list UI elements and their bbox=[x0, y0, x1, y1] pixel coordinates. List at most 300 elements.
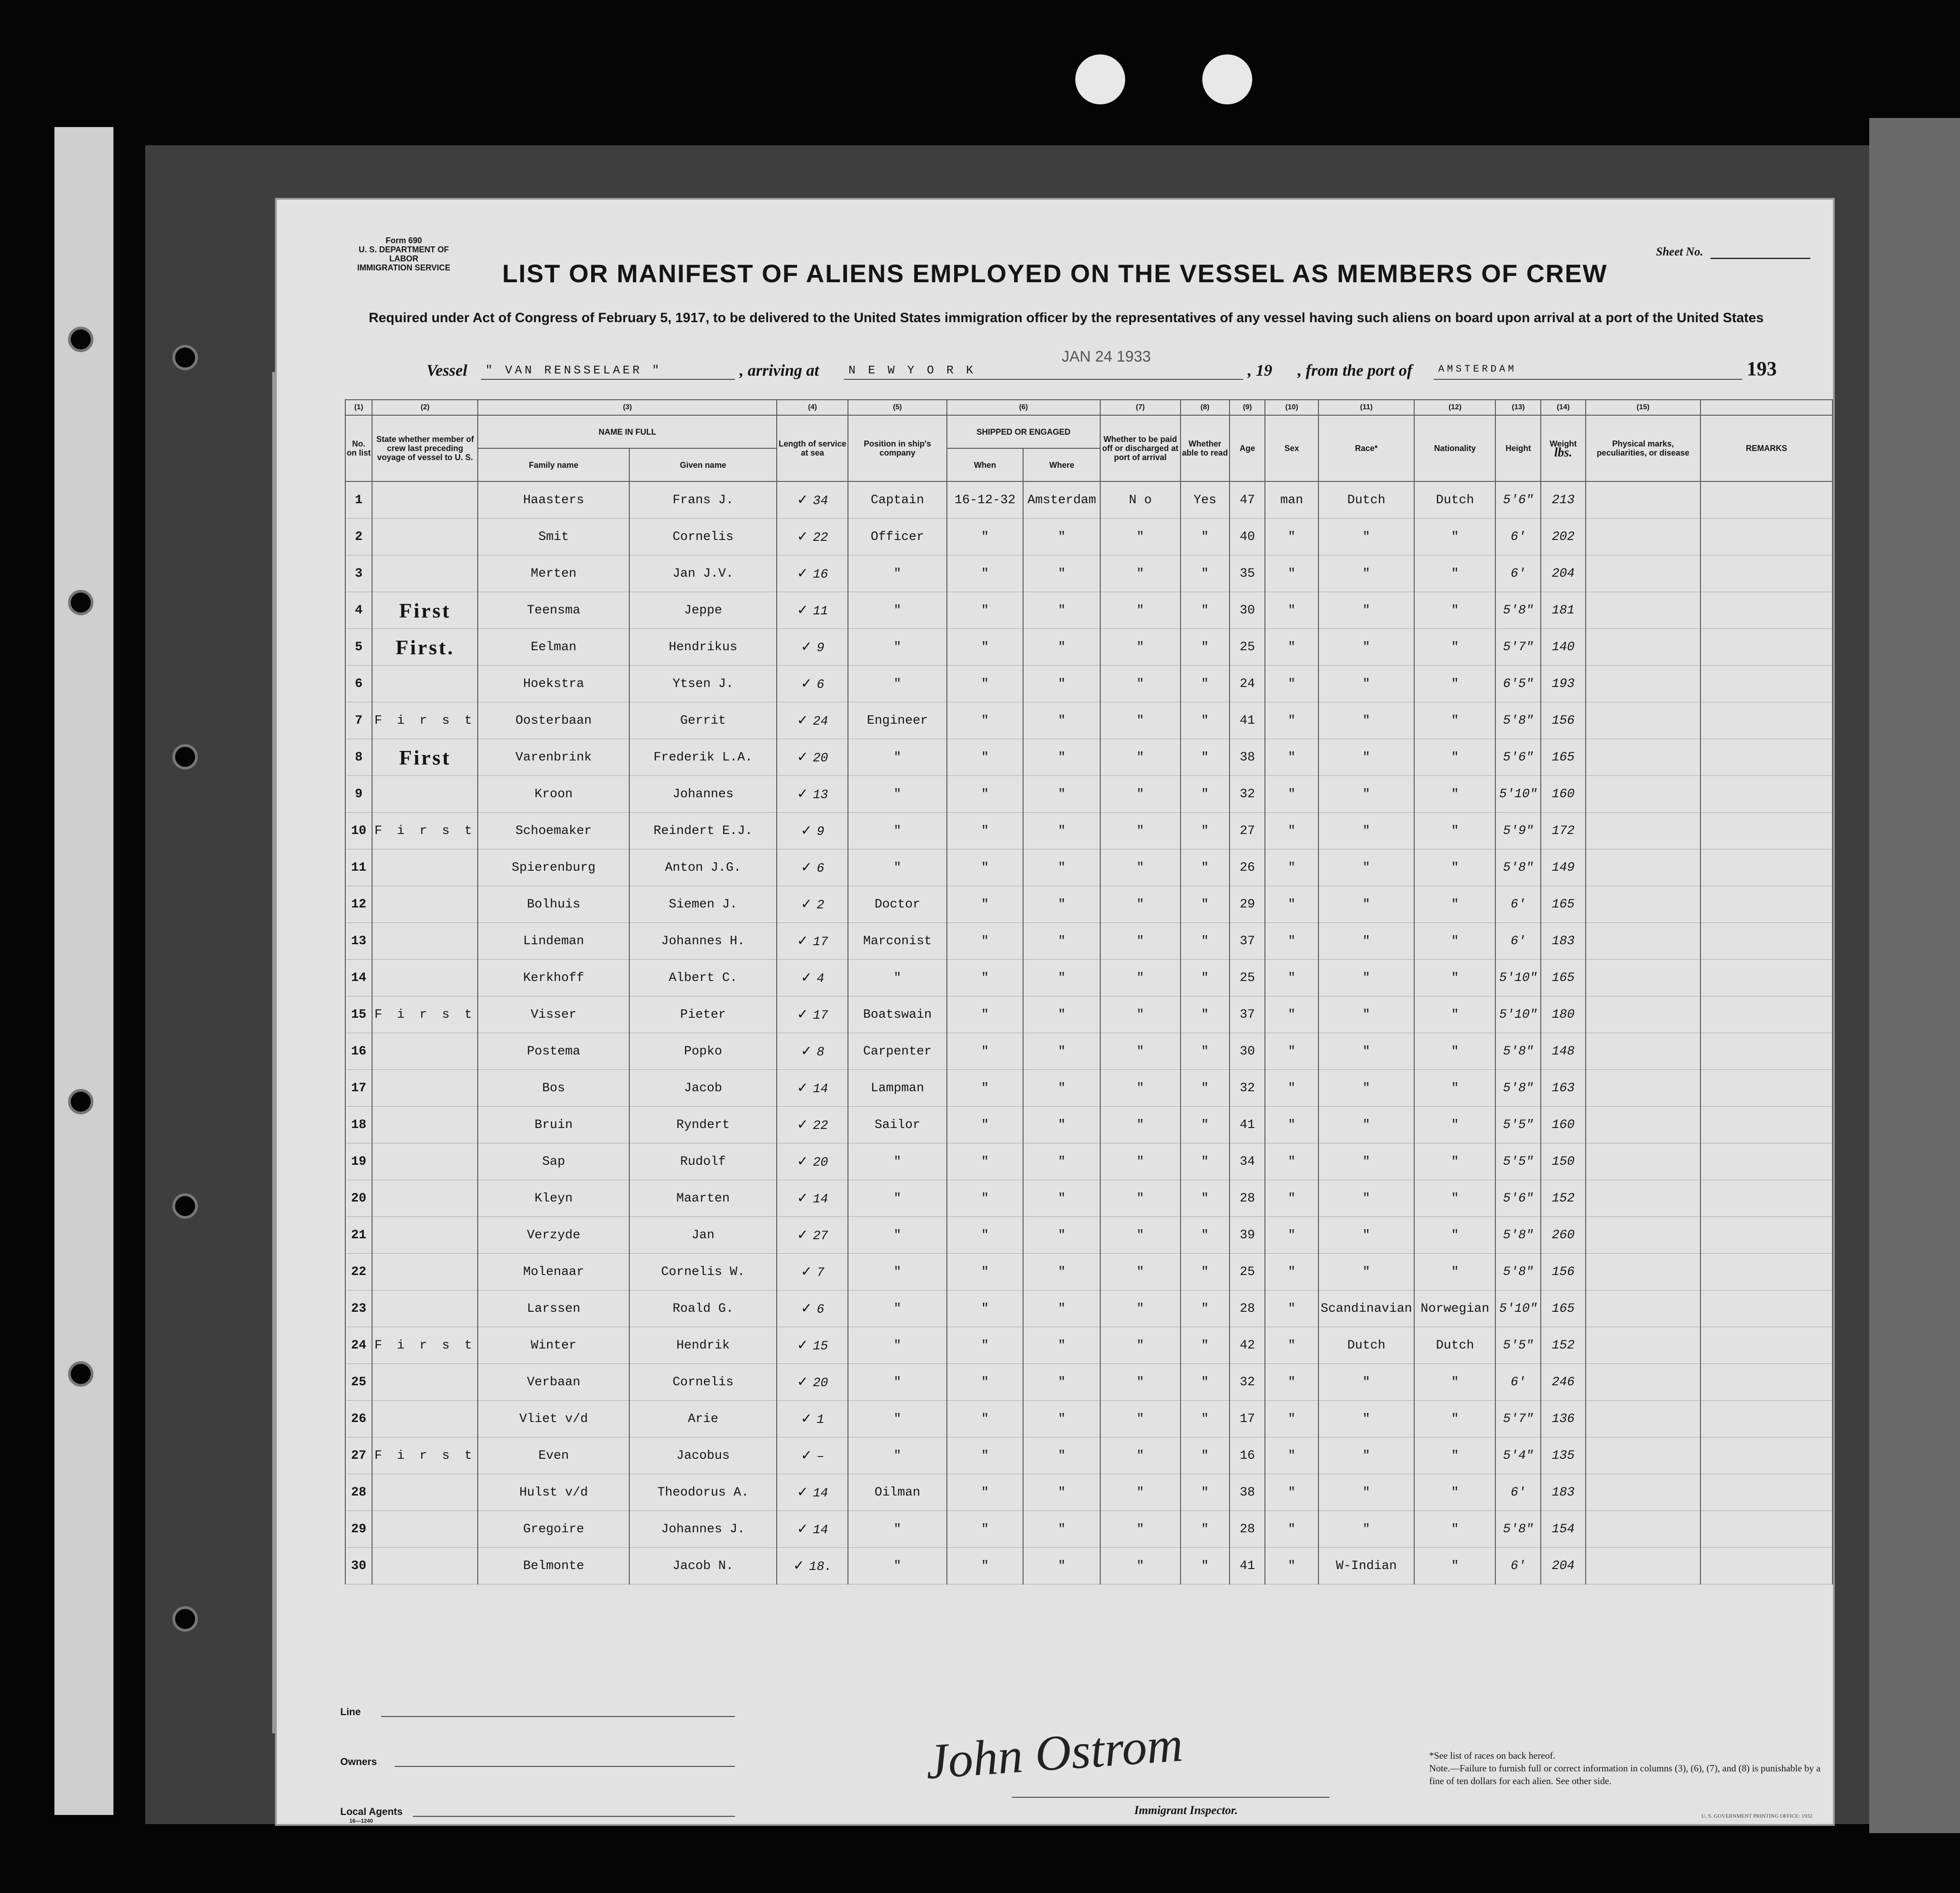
cell-race: " bbox=[1318, 1474, 1415, 1511]
cell-remarks bbox=[1700, 960, 1833, 996]
table-row bbox=[345, 1107, 1833, 1143]
cell-position: Officer bbox=[848, 519, 946, 555]
cell-sex: " bbox=[1265, 519, 1318, 555]
cell-row-number: 4 bbox=[345, 592, 372, 629]
col-num-4: (4) bbox=[777, 400, 848, 415]
cell-nationality: Norwegian bbox=[1414, 1290, 1495, 1327]
cell-row-number: 2 bbox=[345, 519, 372, 555]
check-mark-icon: ✓ bbox=[797, 1006, 808, 1022]
vessel-underline bbox=[481, 379, 735, 380]
cell-race: " bbox=[1318, 960, 1415, 996]
cell-sex: " bbox=[1265, 739, 1318, 776]
cell-nationality: " bbox=[1414, 1033, 1495, 1070]
cell-remarks bbox=[1700, 1217, 1833, 1254]
cell-family-name: Smit bbox=[478, 519, 629, 555]
cell-able-to-read: " bbox=[1181, 1143, 1230, 1180]
punch-hole bbox=[68, 1361, 93, 1387]
check-mark-icon: ✓ bbox=[797, 749, 808, 765]
cell-shipped-when: " bbox=[947, 1217, 1024, 1254]
cell-given-name: Rudolf bbox=[629, 1143, 777, 1180]
cell-family-name: Merten bbox=[478, 555, 629, 592]
cell-remarks bbox=[1700, 849, 1833, 886]
table-row bbox=[345, 886, 1833, 923]
cell-physical-marks bbox=[1586, 1070, 1700, 1107]
cell-row-number: 18 bbox=[345, 1107, 372, 1143]
cell-previous-voyage bbox=[372, 1107, 478, 1143]
inspector-signature: John Ostrom bbox=[924, 1716, 1185, 1790]
cell-previous-voyage bbox=[372, 1511, 478, 1548]
cell-paid-off: " bbox=[1100, 1290, 1180, 1327]
cell-sex: " bbox=[1265, 1437, 1318, 1474]
punch-hole bbox=[68, 327, 93, 352]
cell-given-name: Gerrit bbox=[629, 702, 777, 739]
header-name-in-full: NAME IN FULL bbox=[478, 415, 777, 448]
cell-age: 25 bbox=[1230, 1254, 1265, 1290]
table-row bbox=[345, 1217, 1833, 1254]
cell-given-name: Jacobus bbox=[629, 1437, 777, 1474]
footnotes bbox=[1429, 1749, 1838, 1787]
cell-age: 29 bbox=[1230, 886, 1265, 923]
cell-physical-marks bbox=[1586, 776, 1700, 813]
cell-age: 41 bbox=[1230, 702, 1265, 739]
cell-given-name: Maarten bbox=[629, 1180, 777, 1217]
cell-able-to-read: " bbox=[1181, 1033, 1230, 1070]
col-num-16 bbox=[1700, 400, 1833, 415]
header-shipped-or-engaged: SHIPPED OR ENGAGED bbox=[947, 415, 1100, 448]
cell-age: 28 bbox=[1230, 1180, 1265, 1217]
cell-paid-off: " bbox=[1100, 1364, 1180, 1401]
header-where: Where bbox=[1023, 448, 1100, 481]
cell-weight: 204 bbox=[1541, 1548, 1585, 1584]
cell-length-of-service bbox=[777, 1364, 848, 1401]
table-row bbox=[345, 1327, 1833, 1364]
cell-length-of-service bbox=[777, 1401, 848, 1437]
cell-shipped-when: " bbox=[947, 1107, 1024, 1143]
cell-weight: 150 bbox=[1541, 1143, 1585, 1180]
cell-paid-off: " bbox=[1100, 1180, 1180, 1217]
cell-weight: 163 bbox=[1541, 1070, 1585, 1107]
cell-paid-off: " bbox=[1100, 592, 1180, 629]
service-value: 11 bbox=[813, 604, 828, 618]
cell-nationality: " bbox=[1414, 1254, 1495, 1290]
cell-able-to-read: " bbox=[1181, 886, 1230, 923]
cell-paid-off: " bbox=[1100, 1070, 1180, 1107]
col-num-6: (6) bbox=[947, 400, 1100, 415]
cell-nationality: " bbox=[1414, 996, 1495, 1033]
col-num-2: (2) bbox=[372, 400, 478, 415]
cell-physical-marks bbox=[1586, 629, 1700, 666]
header-race: Race* bbox=[1318, 415, 1415, 481]
cell-sex: " bbox=[1265, 1033, 1318, 1070]
cell-weight: 160 bbox=[1541, 776, 1585, 813]
punch-hole bbox=[68, 1089, 93, 1114]
cell-row-number: 21 bbox=[345, 1217, 372, 1254]
vessel-line bbox=[277, 348, 1833, 383]
cell-paid-off: " bbox=[1100, 1474, 1180, 1511]
cell-race: " bbox=[1318, 886, 1415, 923]
manifest-sheet bbox=[277, 200, 1833, 1824]
check-mark-icon: ✓ bbox=[797, 492, 808, 508]
cell-shipped-where: " bbox=[1023, 923, 1100, 960]
agents-field bbox=[413, 1816, 735, 1817]
owners-field bbox=[395, 1766, 735, 1767]
cell-row-number: 3 bbox=[345, 555, 372, 592]
cell-nationality: " bbox=[1414, 739, 1495, 776]
cell-weight: 260 bbox=[1541, 1217, 1585, 1254]
cell-shipped-when: " bbox=[947, 739, 1024, 776]
cell-shipped-when: " bbox=[947, 1364, 1024, 1401]
cell-previous-voyage bbox=[372, 849, 478, 886]
cell-family-name: Sap bbox=[478, 1143, 629, 1180]
cell-given-name: Jeppe bbox=[629, 592, 777, 629]
cell-physical-marks bbox=[1586, 923, 1700, 960]
cell-able-to-read: " bbox=[1181, 1107, 1230, 1143]
cell-length-of-service bbox=[777, 1254, 848, 1290]
cell-remarks bbox=[1700, 1401, 1833, 1437]
cell-paid-off: " bbox=[1100, 1511, 1180, 1548]
cell-height: 5'10" bbox=[1495, 1290, 1541, 1327]
service-value: 22 bbox=[813, 531, 828, 545]
col-num-12: (12) bbox=[1414, 400, 1495, 415]
date-underline bbox=[1016, 379, 1243, 380]
service-value: 4 bbox=[816, 972, 824, 986]
header-row bbox=[345, 415, 1833, 448]
cell-remarks bbox=[1700, 886, 1833, 923]
cell-shipped-when: " bbox=[947, 1401, 1024, 1437]
table-row bbox=[345, 739, 1833, 776]
cell-position: Lampman bbox=[848, 1070, 946, 1107]
cell-height: 5'5" bbox=[1495, 1327, 1541, 1364]
table-row bbox=[345, 1401, 1833, 1437]
owners-label: Owners bbox=[340, 1756, 377, 1767]
footer bbox=[340, 1706, 1838, 1824]
cell-nationality: Dutch bbox=[1414, 1327, 1495, 1364]
check-mark-icon: ✓ bbox=[800, 639, 812, 655]
service-value: 27 bbox=[813, 1229, 828, 1243]
cell-age: 28 bbox=[1230, 1290, 1265, 1327]
year-label: , 19 bbox=[1248, 361, 1272, 379]
cell-age: 32 bbox=[1230, 776, 1265, 813]
cell-shipped-where: " bbox=[1023, 813, 1100, 849]
cell-physical-marks bbox=[1586, 1254, 1700, 1290]
cell-sex: man bbox=[1265, 481, 1318, 519]
cell-weight: 213 bbox=[1541, 481, 1585, 519]
cell-nationality: " bbox=[1414, 519, 1495, 555]
cell-age: 32 bbox=[1230, 1070, 1265, 1107]
cell-position: " bbox=[848, 776, 946, 813]
cell-age: 28 bbox=[1230, 1511, 1265, 1548]
printer-imprint: U. S. GOVERNMENT PRINTING OFFICE: 1932 bbox=[1701, 1813, 1813, 1819]
table-row bbox=[345, 702, 1833, 739]
cell-position: " bbox=[848, 960, 946, 996]
table-row bbox=[345, 481, 1833, 519]
header-remarks: REMARKS bbox=[1700, 415, 1833, 481]
cell-sex: " bbox=[1265, 1143, 1318, 1180]
cell-height: 5'4" bbox=[1495, 1437, 1541, 1474]
cell-length-of-service bbox=[777, 1327, 848, 1364]
header-paid-off: Whether to be paid off or discharged at port of arrival bbox=[1100, 415, 1180, 481]
cell-previous-voyage bbox=[372, 960, 478, 996]
check-mark-icon: ✓ bbox=[797, 1374, 808, 1390]
cell-shipped-where: " bbox=[1023, 702, 1100, 739]
cell-position: " bbox=[848, 629, 946, 666]
penalty-note: Note.—Failure to furnish full or correct information in columns (3), (6), (7), and (8) is punishable by a fine of ten dollars for each alien. See other side. bbox=[1429, 1763, 1821, 1786]
cell-weight: 136 bbox=[1541, 1401, 1585, 1437]
crew-rows bbox=[345, 481, 1833, 1584]
cell-shipped-when: " bbox=[947, 1254, 1024, 1290]
cell-given-name: Frans J. bbox=[629, 481, 777, 519]
cell-sex: " bbox=[1265, 1548, 1318, 1584]
cell-position: " bbox=[848, 813, 946, 849]
cell-shipped-where: " bbox=[1023, 1180, 1100, 1217]
header-nationality: Nationality bbox=[1414, 415, 1495, 481]
cell-race: Dutch bbox=[1318, 1327, 1415, 1364]
cell-height: 5'5" bbox=[1495, 1107, 1541, 1143]
table-row bbox=[345, 960, 1833, 996]
cell-nationality: " bbox=[1414, 923, 1495, 960]
cell-family-name: Even bbox=[478, 1437, 629, 1474]
cell-age: 47 bbox=[1230, 481, 1265, 519]
cell-shipped-where: " bbox=[1023, 1548, 1100, 1584]
adjacent-sheet bbox=[1869, 118, 1960, 1833]
cell-previous-voyage: First bbox=[372, 592, 478, 629]
cell-paid-off: " bbox=[1100, 1437, 1180, 1474]
cell-race: " bbox=[1318, 1180, 1415, 1217]
cell-height: 5'8" bbox=[1495, 1070, 1541, 1107]
cell-given-name: Pieter bbox=[629, 996, 777, 1033]
cell-family-name: Gregoire bbox=[478, 1511, 629, 1548]
check-mark-icon: ✓ bbox=[797, 712, 808, 728]
header-weight-unit: lbs. bbox=[1554, 446, 1573, 460]
cell-length-of-service bbox=[777, 886, 848, 923]
cell-position: " bbox=[848, 1401, 946, 1437]
cell-given-name: Johannes bbox=[629, 776, 777, 813]
cell-given-name: Hendrikus bbox=[629, 629, 777, 666]
table-row bbox=[345, 1290, 1833, 1327]
cell-remarks bbox=[1700, 1511, 1833, 1548]
cell-able-to-read: " bbox=[1181, 1474, 1230, 1511]
cell-given-name: Cornelis bbox=[629, 519, 777, 555]
cell-previous-voyage bbox=[372, 1070, 478, 1107]
cell-race: " bbox=[1318, 1070, 1415, 1107]
cell-weight: 181 bbox=[1541, 592, 1585, 629]
arrival-port: N E W Y O R K bbox=[848, 363, 976, 377]
table-row bbox=[345, 996, 1833, 1033]
cell-shipped-where: " bbox=[1023, 1437, 1100, 1474]
cell-shipped-when: " bbox=[947, 519, 1024, 555]
table-row bbox=[345, 1070, 1833, 1107]
cell-height: 5'9" bbox=[1495, 813, 1541, 849]
cell-weight: 183 bbox=[1541, 923, 1585, 960]
cell-family-name: Verbaan bbox=[478, 1364, 629, 1401]
cell-able-to-read: " bbox=[1181, 1070, 1230, 1107]
check-mark-icon: ✓ bbox=[800, 1447, 812, 1463]
cell-paid-off: N o bbox=[1100, 481, 1180, 519]
cell-shipped-where: " bbox=[1023, 1070, 1100, 1107]
cell-shipped-where: " bbox=[1023, 960, 1100, 996]
cell-position: Engineer bbox=[848, 702, 946, 739]
cell-race: Dutch bbox=[1318, 481, 1415, 519]
cell-shipped-where: " bbox=[1023, 1217, 1100, 1254]
cell-weight: 183 bbox=[1541, 1474, 1585, 1511]
header-no: No. on list bbox=[345, 415, 372, 481]
cell-previous-voyage: F i r s t bbox=[372, 996, 478, 1033]
cell-able-to-read: Yes bbox=[1181, 481, 1230, 519]
service-value: 20 bbox=[813, 1376, 828, 1390]
cell-length-of-service bbox=[777, 1143, 848, 1180]
service-value: 15 bbox=[813, 1339, 828, 1354]
punch-hole bbox=[68, 590, 93, 615]
cell-sex: " bbox=[1265, 1217, 1318, 1254]
cell-previous-voyage bbox=[372, 1254, 478, 1290]
cell-age: 16 bbox=[1230, 1437, 1265, 1474]
cell-weight: 180 bbox=[1541, 996, 1585, 1033]
cell-previous-voyage bbox=[372, 1548, 478, 1584]
service-value: 22 bbox=[813, 1119, 828, 1133]
cell-previous-voyage bbox=[372, 886, 478, 923]
table-row bbox=[345, 592, 1833, 629]
header-weight bbox=[1541, 415, 1585, 481]
cell-length-of-service bbox=[777, 1511, 848, 1548]
check-mark-icon: ✓ bbox=[797, 565, 808, 581]
cell-able-to-read: " bbox=[1181, 519, 1230, 555]
table-row bbox=[345, 923, 1833, 960]
cell-paid-off: " bbox=[1100, 1327, 1180, 1364]
cell-paid-off: " bbox=[1100, 1217, 1180, 1254]
races-note: *See list of races on back hereof. bbox=[1429, 1750, 1556, 1761]
cell-nationality: " bbox=[1414, 1364, 1495, 1401]
cell-row-number: 13 bbox=[345, 923, 372, 960]
cell-row-number: 29 bbox=[345, 1511, 372, 1548]
cell-remarks bbox=[1700, 1474, 1833, 1511]
table-row bbox=[345, 555, 1833, 592]
table-row bbox=[345, 1548, 1833, 1584]
check-mark-icon: ✓ bbox=[800, 1300, 812, 1316]
cell-previous-voyage bbox=[372, 1143, 478, 1180]
cell-nationality: " bbox=[1414, 1107, 1495, 1143]
cell-shipped-when: " bbox=[947, 776, 1024, 813]
cell-nationality: " bbox=[1414, 1437, 1495, 1474]
cell-physical-marks bbox=[1586, 1217, 1700, 1254]
header-given-name: Given name bbox=[629, 448, 777, 481]
cell-position: Boatswain bbox=[848, 996, 946, 1033]
cell-row-number: 10 bbox=[345, 813, 372, 849]
col-num-3: (3) bbox=[478, 400, 777, 415]
cell-paid-off: " bbox=[1100, 1107, 1180, 1143]
cell-given-name: Popko bbox=[629, 1033, 777, 1070]
cell-shipped-where: " bbox=[1023, 1290, 1100, 1327]
cell-row-number: 28 bbox=[345, 1474, 372, 1511]
cell-paid-off: " bbox=[1100, 813, 1180, 849]
cell-shipped-where: " bbox=[1023, 1033, 1100, 1070]
cell-able-to-read: " bbox=[1181, 849, 1230, 886]
punch-hole bbox=[172, 744, 198, 770]
cell-row-number: 22 bbox=[345, 1254, 372, 1290]
cell-paid-off: " bbox=[1100, 555, 1180, 592]
cell-nationality: " bbox=[1414, 702, 1495, 739]
cell-race: " bbox=[1318, 776, 1415, 813]
cell-row-number: 5 bbox=[345, 629, 372, 666]
from-port-underline bbox=[1434, 379, 1742, 380]
cell-physical-marks bbox=[1586, 739, 1700, 776]
cell-previous-voyage bbox=[372, 1364, 478, 1401]
table-row bbox=[345, 519, 1833, 555]
cell-remarks bbox=[1700, 1033, 1833, 1070]
cell-position: " bbox=[848, 849, 946, 886]
cell-race: " bbox=[1318, 1511, 1415, 1548]
cell-paid-off: " bbox=[1100, 776, 1180, 813]
cell-race: " bbox=[1318, 849, 1415, 886]
header-sex: Sex bbox=[1265, 415, 1318, 481]
cell-weight: 193 bbox=[1541, 666, 1585, 702]
cell-previous-voyage bbox=[372, 1474, 478, 1511]
cell-physical-marks bbox=[1586, 666, 1700, 702]
cell-length-of-service bbox=[777, 739, 848, 776]
col-num-5: (5) bbox=[848, 400, 946, 415]
cell-given-name: Roald G. bbox=[629, 1290, 777, 1327]
cell-nationality: " bbox=[1414, 555, 1495, 592]
cell-family-name: Haasters bbox=[478, 481, 629, 519]
cell-able-to-read: " bbox=[1181, 555, 1230, 592]
cell-nationality: " bbox=[1414, 1511, 1495, 1548]
cell-paid-off: " bbox=[1100, 996, 1180, 1033]
service-value: 18. bbox=[809, 1560, 832, 1574]
cell-shipped-where: " bbox=[1023, 1327, 1100, 1364]
cell-shipped-where: " bbox=[1023, 1401, 1100, 1437]
cell-age: 41 bbox=[1230, 1107, 1265, 1143]
cell-remarks bbox=[1700, 1437, 1833, 1474]
cell-age: 17 bbox=[1230, 1401, 1265, 1437]
cell-family-name: Oosterbaan bbox=[478, 702, 629, 739]
cell-previous-voyage bbox=[372, 519, 478, 555]
check-mark-icon: ✓ bbox=[797, 1190, 808, 1206]
cell-length-of-service bbox=[777, 1548, 848, 1584]
line-label: Line bbox=[340, 1706, 361, 1717]
cell-sex: " bbox=[1265, 1474, 1318, 1511]
cell-height: 6' bbox=[1495, 519, 1541, 555]
from-port: AMSTERDAM bbox=[1438, 363, 1517, 375]
cell-nationality: " bbox=[1414, 592, 1495, 629]
cell-given-name: Hendrik bbox=[629, 1327, 777, 1364]
form-department: U. S. DEPARTMENT OF LABOR bbox=[358, 245, 449, 263]
cell-given-name: Johannes J. bbox=[629, 1511, 777, 1548]
cell-family-name: Varenbrink bbox=[478, 739, 629, 776]
cell-given-name: Reindert E.J. bbox=[629, 813, 777, 849]
cell-remarks bbox=[1700, 813, 1833, 849]
service-value: 13 bbox=[813, 788, 828, 802]
cell-position: " bbox=[848, 592, 946, 629]
cell-able-to-read: " bbox=[1181, 923, 1230, 960]
cell-previous-voyage bbox=[372, 776, 478, 813]
agents-form-number: 16—1240 bbox=[349, 1818, 373, 1824]
cell-weight: 135 bbox=[1541, 1437, 1585, 1474]
cell-given-name: Theodorus A. bbox=[629, 1474, 777, 1511]
cell-position: Carpenter bbox=[848, 1033, 946, 1070]
cell-weight: 148 bbox=[1541, 1033, 1585, 1070]
cell-given-name: Ryndert bbox=[629, 1107, 777, 1143]
cell-able-to-read: " bbox=[1181, 592, 1230, 629]
cell-shipped-where: " bbox=[1023, 849, 1100, 886]
cell-race: " bbox=[1318, 1437, 1415, 1474]
cell-remarks bbox=[1700, 776, 1833, 813]
cell-remarks bbox=[1700, 1254, 1833, 1290]
header-when: When bbox=[947, 448, 1024, 481]
cell-given-name: Jacob N. bbox=[629, 1548, 777, 1584]
cell-position: " bbox=[848, 1548, 946, 1584]
cell-shipped-when: " bbox=[947, 960, 1024, 996]
cell-height: 6' bbox=[1495, 886, 1541, 923]
cell-length-of-service bbox=[777, 1217, 848, 1254]
